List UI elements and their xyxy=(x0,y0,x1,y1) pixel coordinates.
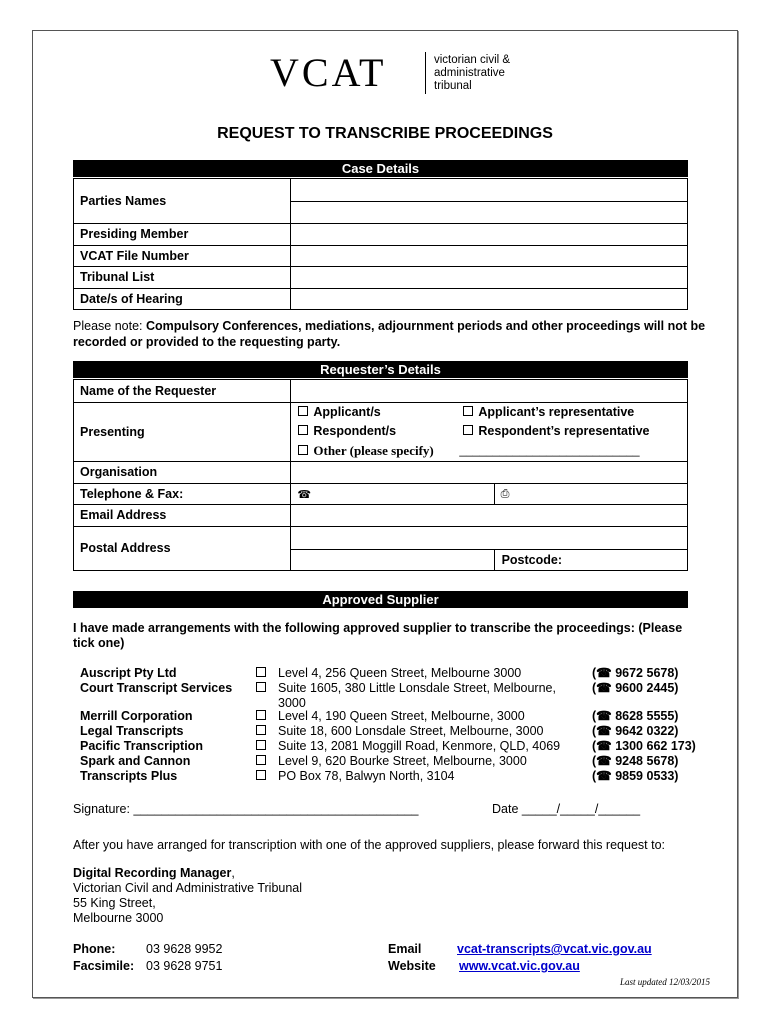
checkbox-icon xyxy=(298,445,308,455)
option-respondents-label: Respondent/s xyxy=(313,424,397,438)
email-link[interactable]: vcat-transcripts@vcat.vic.gov.au xyxy=(457,942,652,956)
mailing-address xyxy=(73,866,302,926)
supplier-checkbox[interactable] xyxy=(256,739,271,754)
recipient-name-bold: Digital Recording Manager xyxy=(73,866,232,880)
parties-names-label: Parties Names xyxy=(74,179,291,224)
address-line-1: Victorian Civil and Administrative Tribunal xyxy=(73,881,303,895)
postcode-label: Postcode: xyxy=(501,552,562,567)
postal-address-field[interactable] xyxy=(291,526,688,549)
checkbox-icon xyxy=(256,682,266,692)
date-underline: _____/_____/______ xyxy=(521,802,641,816)
hearing-dates-field[interactable] xyxy=(291,288,688,310)
supplier-phone: (☎ 1300 662 173) xyxy=(592,739,696,753)
website-label: Website xyxy=(388,959,436,973)
date-line[interactable] xyxy=(492,802,640,816)
supplier-checkbox[interactable] xyxy=(256,769,271,784)
supplier-name: Spark and Cannon xyxy=(80,754,191,768)
parties-names-field-2[interactable] xyxy=(291,202,688,224)
website-link[interactable]: www.vcat.vic.gov.au xyxy=(459,959,580,973)
tribunal-list-label: Tribunal List xyxy=(74,267,291,289)
supplier-phone: (☎ 9859 0533) xyxy=(592,769,679,783)
logo-line-3: tribunal xyxy=(434,80,472,92)
telephone-icon: ☎ xyxy=(297,488,312,501)
supplier-phone: (☎ 9600 2445) xyxy=(592,681,679,695)
logo-subtitle xyxy=(434,54,510,93)
supplier-address: Level 4, 190 Queen Street, Melbourne, 3000 xyxy=(278,709,525,723)
supplier-phone: (☎ 8628 5555) xyxy=(592,709,679,723)
other-specify-line[interactable]: ___________________________ xyxy=(459,443,640,457)
supplier-checkbox[interactable] xyxy=(256,681,271,696)
supplier-name: Merrill Corporation xyxy=(80,709,193,723)
address-line-2: 55 King Street, xyxy=(73,896,156,910)
tribunal-list-field[interactable] xyxy=(291,267,688,289)
phone-label: Phone: xyxy=(73,942,116,956)
checkbox-icon xyxy=(298,406,308,416)
presenting-options xyxy=(291,403,688,462)
option-applicants-label: Applicant/s xyxy=(313,405,381,419)
email-address-field[interactable] xyxy=(291,505,688,527)
vcat-logo: VCAT xyxy=(270,50,387,95)
email-address-label: Email Address xyxy=(74,505,291,527)
note-prefix: Please note: xyxy=(73,319,146,333)
checkbox-icon xyxy=(256,740,266,750)
option-respondents-representative-label: Respondent’s representative xyxy=(478,424,650,438)
email-label: Email xyxy=(388,942,422,956)
vcat-file-number-label: VCAT File Number xyxy=(74,245,291,267)
checkbox-icon xyxy=(256,755,266,765)
fax-label: Facsimile: xyxy=(73,959,135,973)
supplier-address: Level 4, 256 Queen Street, Melbourne 3000 xyxy=(278,666,522,680)
logo-line-2: administrative xyxy=(434,67,505,79)
supplier-address: Suite 18, 600 Lonsdale Street, Melbourne, 3000 xyxy=(278,724,544,738)
date-label: Date xyxy=(492,802,519,816)
option-other[interactable] xyxy=(298,443,433,459)
supplier-intro: I have made arrangements with the following approved supplier to transcribe the proceedings: (Please tick one) xyxy=(73,621,683,650)
signature-label: Signature: xyxy=(73,802,134,816)
option-applicants-representative[interactable] xyxy=(463,405,634,419)
case-details-header: Case Details xyxy=(73,160,688,177)
supplier-checkbox[interactable] xyxy=(256,709,271,724)
checkbox-icon xyxy=(463,425,473,435)
recipient-name xyxy=(73,866,302,881)
supplier-address: Suite 1605, 380 Little Lonsdale Street, Melbourne, 3000 xyxy=(278,681,556,710)
supplier-phone: (☎ 9248 5678) xyxy=(592,754,679,768)
note-bold: Compulsory Conferences, mediations, adjournment periods and other proceedings will not be recorded or provided to the requesting party. xyxy=(73,319,706,349)
postal-address-field-2[interactable] xyxy=(291,549,494,571)
telephone-fax-label: Telephone & Fax: xyxy=(74,483,291,505)
parties-names-field-1[interactable] xyxy=(291,179,688,202)
case-details-table xyxy=(73,178,688,310)
option-respondents[interactable] xyxy=(298,424,396,438)
supplier-address: Suite 13, 2081 Moggill Road, Kenmore, QLD, 4069 xyxy=(278,739,561,753)
supplier-name: Pacific Transcription xyxy=(80,739,203,753)
supplier-address: PO Box 78, Balwyn North, 3104 xyxy=(278,769,455,783)
organisation-field[interactable] xyxy=(291,462,688,484)
presiding-member-label: Presiding Member xyxy=(74,224,291,246)
supplier-name: Auscript Pty Ltd xyxy=(80,666,177,680)
checkbox-icon xyxy=(463,406,473,416)
compulsory-note xyxy=(73,318,713,350)
option-applicants[interactable] xyxy=(298,405,380,419)
supplier-phone: (☎ 9672 5678) xyxy=(592,666,679,680)
fax-field[interactable] xyxy=(494,483,687,505)
option-respondents-representative[interactable] xyxy=(463,424,649,438)
phone-number: 03 9628 9952 xyxy=(146,942,223,956)
presenting-label: Presenting xyxy=(74,403,291,462)
logo-divider xyxy=(425,52,426,94)
option-other-label: Other (please specify) xyxy=(313,443,434,458)
supplier-checkbox[interactable] xyxy=(256,754,271,769)
postal-address-label: Postal Address xyxy=(74,526,291,571)
checkbox-icon xyxy=(256,725,266,735)
last-updated: Last updated 12/03/2015 xyxy=(619,977,710,987)
checkbox-icon xyxy=(256,770,266,780)
page-title: REQUEST TO TRANSCRIBE PROCEEDINGS xyxy=(217,125,553,142)
option-applicants-representative-label: Applicant’s representative xyxy=(478,405,635,419)
recipient-comma: , xyxy=(231,866,235,880)
checkbox-icon xyxy=(298,425,308,435)
fax-number: 03 9628 9751 xyxy=(146,959,223,973)
supplier-name: Legal Transcripts xyxy=(80,724,184,738)
requester-name-label: Name of the Requester xyxy=(74,380,291,403)
logo-line-1: victorian civil & xyxy=(434,54,511,66)
requester-details-header: Requester’s Details xyxy=(73,361,688,378)
hearing-dates-label: Date/s of Hearing xyxy=(74,288,291,310)
supplier-checkbox[interactable] xyxy=(256,724,271,739)
forward-instructions: After you have arranged for transcription with one of the approved suppliers, please forward this request to: xyxy=(73,838,665,852)
signature-underline: _________________________________________ xyxy=(133,802,419,816)
supplier-name: Court Transcript Services xyxy=(80,681,233,695)
checkbox-icon xyxy=(256,667,266,677)
requester-details-table xyxy=(73,379,688,571)
checkbox-icon xyxy=(256,710,266,720)
approved-supplier-header: Approved Supplier xyxy=(73,591,688,608)
presiding-member-field[interactable] xyxy=(291,224,688,246)
organisation-label: Organisation xyxy=(74,462,291,484)
fax-icon: ⎙ xyxy=(500,488,510,501)
signature-line[interactable] xyxy=(73,802,419,816)
postcode-field[interactable] xyxy=(494,549,687,571)
supplier-name: Transcripts Plus xyxy=(80,769,178,783)
telephone-field[interactable] xyxy=(291,483,494,505)
address-line-3: Melbourne 3000 xyxy=(73,911,164,925)
requester-name-field[interactable] xyxy=(291,380,688,403)
vcat-file-number-field[interactable] xyxy=(291,245,688,267)
supplier-phone: (☎ 9642 0322) xyxy=(592,724,679,738)
supplier-address: Level 9, 620 Bourke Street, Melbourne, 3000 xyxy=(278,754,527,768)
supplier-checkbox[interactable] xyxy=(256,666,271,681)
